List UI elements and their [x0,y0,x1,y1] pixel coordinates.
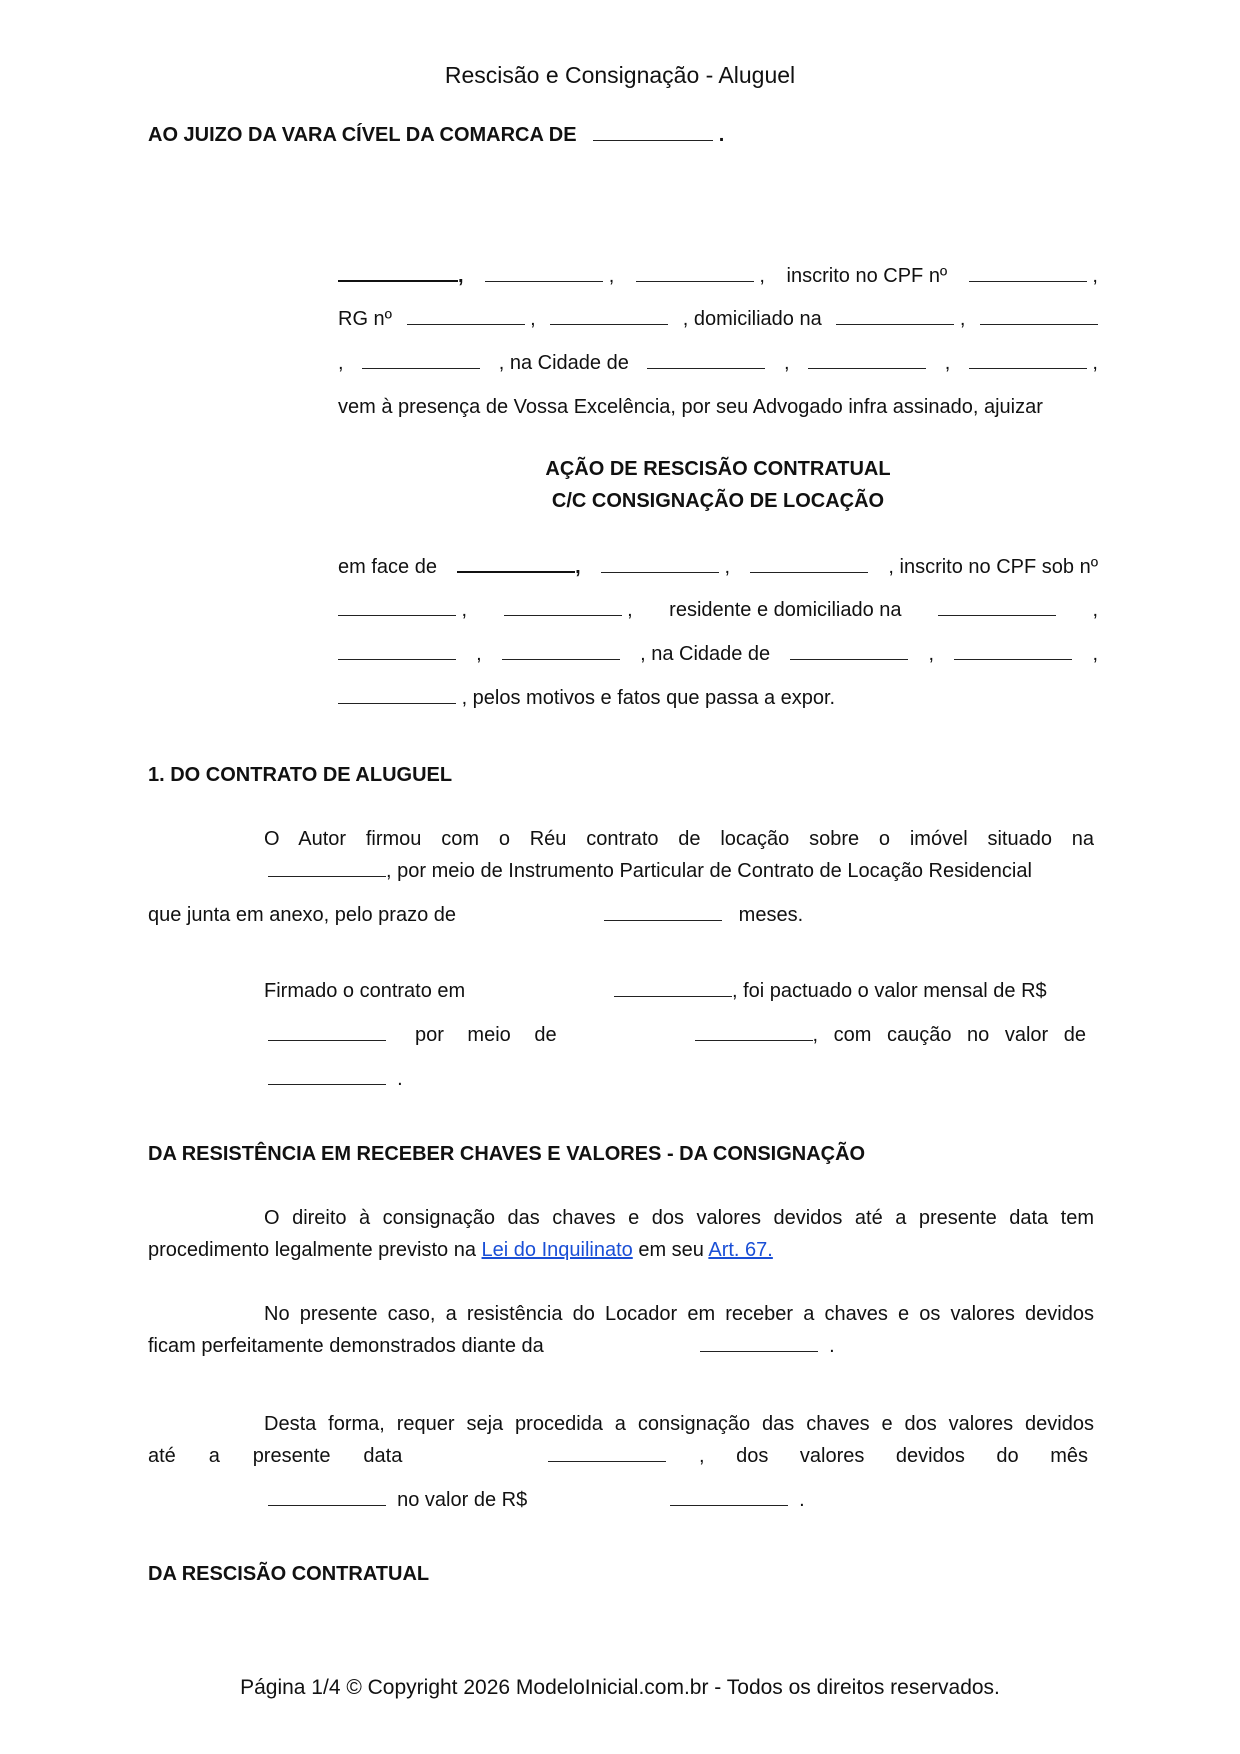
blank-field [670,1489,788,1506]
contract-p2-line3: . [268,1068,403,1091]
section-heading-rescission: DA RESCISÃO CONTRATUAL [148,1563,430,1585]
blank-field [969,352,1087,369]
consignment-p2-line2-end: . [700,1335,835,1358]
art-67-link[interactable]: Art. 67. [708,1239,773,1261]
page-footer: Página 1/4 © Copyright 2026 ModeloInicial.com.br - Todos os direitos reservados. [240,1676,1000,1699]
consignment-p3-line3: no valor de R$ [268,1489,527,1512]
consignment-p1-line2: procedimento legalmente previsto na Lei do Inquilinato em seu Art. 67. [148,1239,773,1261]
blank-field [338,643,456,660]
blank-field [601,556,719,573]
consignment-p2-line2: ficam perfeitamente demonstrados diante da [148,1335,544,1357]
blank-field [407,308,525,325]
blank-field [362,352,480,369]
blank-field [268,1489,386,1506]
blank-field [938,599,1056,616]
parties-line-1: , , , inscrito no CPF nº , [338,264,1098,288]
blank-field [550,308,668,325]
blank-field [338,599,456,616]
blank-field [548,1445,666,1462]
contract-p1-line2: , por meio de Instrumento Particular de Contrato de Locação Residencial [268,860,1032,883]
blank-field [457,555,575,573]
blank-field [790,643,908,660]
blank-field [750,556,868,573]
blank-field [636,265,754,282]
blank-field [268,1068,386,1085]
contract-p1-line1: O Autor firmou com o Réu contrato de locação sobre o imóvel situado na [264,828,1094,850]
blank-field [504,599,622,616]
consignment-p2-line1: No presente caso, a resistência do Locador em receber a chaves e os valores devidos [264,1303,1094,1325]
parties-line-3: , , na Cidade de , , , [338,352,1098,374]
contract-p1-line3-end: meses. [604,904,803,927]
action-title-line2: C/C CONSIGNAÇÃO DE LOCAÇÃO [551,490,885,512]
parties-line-2: RG nº , , domiciliado na , [338,308,1098,331]
defendant-line-1: em face de , , , inscrito no CPF sob nº [338,556,1098,578]
blank-field [268,860,386,877]
action-title-line1: AÇÃO DE RESCISÃO CONTRATUAL [545,458,891,480]
blank-field [593,124,713,141]
court-address-text: AO JUIZO DA VARA CÍVEL DA COMARCA DE [148,124,577,146]
blank-field [268,1024,386,1041]
blank-field [338,264,458,282]
consignment-p3-line2: até a presente data , dos valores devidos do mês [148,1445,1088,1467]
blank-field [647,352,765,369]
contract-p2-line1a: Firmado o contrato em [264,980,466,1002]
defendant-line-3: , , na Cidade de , , [338,643,1098,666]
presence-text: vem à presença de Vossa Excelência, por seu Advogado infra assinado, ajuizar [338,396,1043,418]
defendant-line-2: , , residente e domiciliado na , [338,599,1098,622]
consignment-p1-line1: O direito à consignação das chaves e dos valores devidos até a presente data tem [264,1207,1094,1229]
blank-field [604,904,722,921]
blank-field [836,308,954,325]
blank-field [502,643,620,660]
blank-field [695,1024,813,1041]
consignment-p3-line1: Desta forma, requer seja procedida a consignação das chaves e dos valores devidos [264,1413,1094,1435]
blank-field [338,687,456,704]
blank-field [614,980,732,997]
blank-field [808,352,926,369]
blank-field [700,1335,818,1352]
contract-p1-line3: que junta em anexo, pelo prazo de [148,904,456,926]
defendant-line-4: , pelos motivos e fatos que passa a expor. [338,687,835,710]
page-header-title: Rescisão e Consignação - Aluguel [444,62,796,88]
section-heading-consignment: DA RESISTÊNCIA EM RECEBER CHAVES E VALORES - DA CONSIGNAÇÃO [148,1143,866,1165]
section-heading-contract: 1. DO CONTRATO DE ALUGUEL [148,764,453,786]
consignment-p3-line3-end: . [670,1489,805,1512]
contract-p2-line1b: , foi pactuado o valor mensal de R$ [614,980,1047,1003]
blank-field [954,643,1072,660]
contract-p2-line2: por meio de , com caução no valor de [268,1024,1086,1047]
blank-field [980,308,1098,325]
lei-do-inquilinato-link[interactable]: Lei do Inquilinato [481,1239,633,1261]
blank-field [969,265,1087,282]
blank-field [485,265,603,282]
court-address-line: AO JUIZO DA VARA CÍVEL DA COMARCA DE . [148,124,725,146]
